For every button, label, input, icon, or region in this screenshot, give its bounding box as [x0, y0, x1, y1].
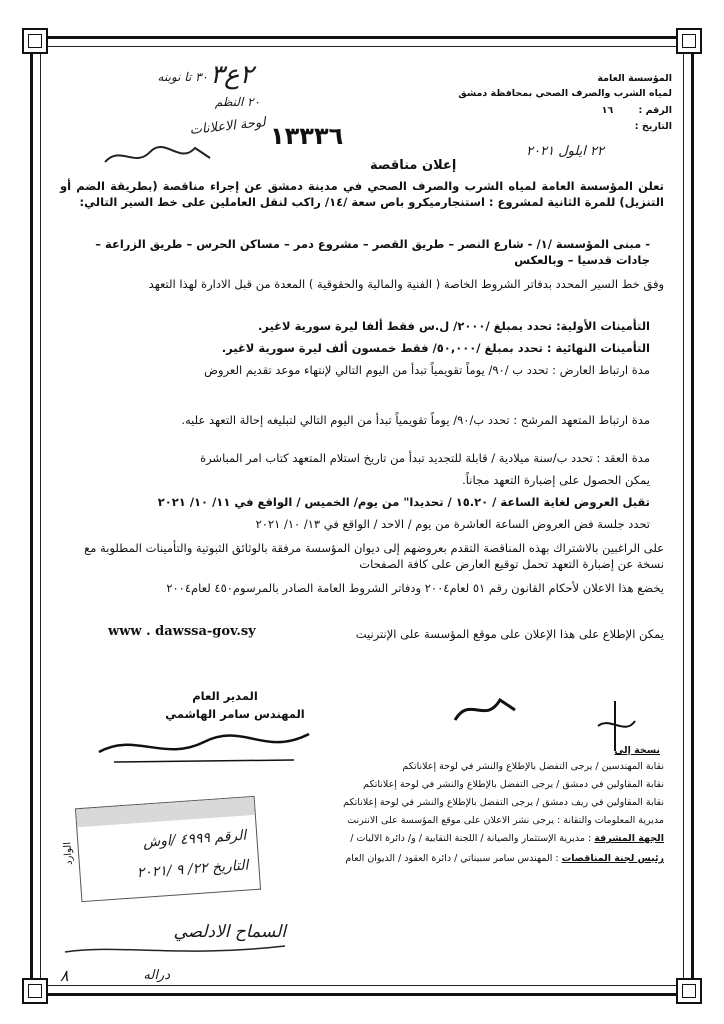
doc-date-label: التاريخ :	[634, 121, 672, 132]
supervising-row	[300, 832, 664, 846]
corner-ornament-bottom-right	[676, 978, 702, 1004]
copy-line-4: مديرية المعلومات والتقانة : يرجى نشر الاعلان على موقع المؤسسة على الانترنت	[347, 815, 664, 826]
stamp-side-label: الوارد	[62, 841, 75, 866]
corner-ornament-top-left	[22, 28, 48, 54]
copy-line-3: نقابة المقاولين في ريف دمشق / يرجى التفضل بالإطلاع والنشر في لوحة إعلاناتكم	[343, 797, 664, 808]
director-name: المهندس سامر الهاشمي	[165, 707, 305, 721]
item-contract-duration: مدة العقد : تحدد ب/سنة ميلادية / قابلة للتجديد تبدأ من تاريخ استلام المتعهد كتاب امر المباشرة	[200, 451, 650, 465]
committee-text: : المهندس سامر سبيناتي / دائرة العقود / الديوان العام	[345, 853, 559, 864]
item-tender-file: يمكن الحصول على إضبارة التعهد مجاناً.	[462, 473, 650, 487]
initial-mark-1	[450, 690, 520, 730]
website-url: www . dawssa-gov.sy	[108, 624, 256, 639]
director-title: المدير العام	[192, 689, 258, 703]
reference-number: ١٣٣٣٦	[270, 122, 344, 150]
handwritten-note-3: لوحة الاعلانات	[188, 115, 267, 139]
doc-number-label: الرقم :	[638, 105, 672, 116]
handwritten-note-2: ٢٠ النظم	[214, 95, 260, 109]
doc-number-row	[412, 104, 672, 118]
incoming-stamp	[62, 796, 261, 902]
handwritten-mark: ٢ع٣	[210, 60, 254, 90]
copy-line-1: نقابة المهندسين / يرجى التفضل بالإطلاع والنشر في لوحة إعلاناتكم	[402, 761, 664, 772]
committee-label: رئيس لجنة المناقصات	[561, 853, 664, 864]
supervising-label: الجهة المشرفة	[594, 833, 664, 844]
org-name-line1: المؤسسة العامة	[597, 73, 672, 84]
route-bullet: -	[641, 237, 650, 251]
doc-number-value: ١٦	[601, 105, 614, 116]
item-initial-deposit: التأمينات الأولية: تحدد بمبلغ /٢٠٠٠/ ل.س فقط ألفا ليرة سورية لاغير.	[257, 319, 650, 333]
item-final-deposit: التأمينات النهائية : تحدد بمبلغ /٥٠,٠٠٠/ فقط خمسون ألف ليرة سورية لاغير.	[221, 341, 650, 355]
handwritten-underline	[60, 940, 290, 960]
item-opening-session: تحدد جلسة فض العروض الساعة العاشرة من يوم / الاحد / الواقع في ١٣/ ١٠/ ٢٠٢١	[255, 517, 650, 531]
doc-title: إعلان مناقصة	[370, 158, 457, 173]
website-text: يمكن الإطلاع على هذا الإعلان على موقع المؤسسة على الإنترنيت	[355, 627, 664, 641]
page-mark: دراله	[143, 968, 170, 983]
director-signature	[94, 722, 314, 772]
stamp-date: التاريخ ٢٢/ ٩ /٢٠٢١	[136, 857, 249, 882]
specs-text: وفق خط السير المحدد بدفاتر الشروط الخاصة ( الفنية والمالية والحقوقية ) المعدة من قبل الادارة لهذا التعهد	[148, 277, 664, 291]
copy-line-2: نقابة المقاولين في دمشق / يرجى التفضل بالإطلاع والنشر في لوحة إعلاناتكم	[363, 779, 664, 790]
law-paragraph: يخضع هذا الاعلان لأحكام القانون رقم ٥١ لعام٢٠٠٤ ودفاتر الشروط العامة الصادر بالمرسوم٤٥٠ لعام٢٠٠٤	[166, 581, 664, 595]
intro-paragraph: تعلن المؤسسة العامة لمياه الشرب والصرف الصحي في مدينة دمشق عن إجراء مناقصة (بطريقة الضم أو التنزيل) للمرة الثانية لمشروع : استنجارميكرو باص سعة /١٤/ راكب لنقل العاملين على خط السير التالي:	[60, 179, 664, 209]
copies-heading: نسخة إلى	[614, 745, 660, 756]
doc-date-value: ٢٢ ايلول ٢٠٢١	[526, 144, 604, 159]
submission-paragraph: على الراغبين بالاشتراك بهذه المناقصة التقدم بعروضهم إلى ديوان المؤسسة مرفقة بالوثائق الثبوتية والتأمينات المطلوبة مع نسخة عن إضبارة التعهد تحمل توقيع العارض على كافة الصفحات	[84, 541, 664, 571]
item-bidder-commitment: مدة ارتباط العارض : تحدد ب /٩٠/ يوماً تقويمياً تبدأ من اليوم التالي لإنتهاء موعد تقديم العروض	[204, 363, 650, 377]
committee-row	[300, 852, 664, 866]
route-text	[60, 236, 650, 268]
corner-ornament-bottom-left	[22, 978, 48, 1004]
handwritten-scribble	[100, 140, 220, 170]
page-number: ٨	[60, 966, 69, 985]
org-name-line2: لمياه الشرب والصرف الصحي بمحافظة دمشق	[458, 88, 672, 99]
route-text-content: مبنى المؤسسة /١/ - شارع النصر – طريق القصر – مشروع دمر – مساكن الحرس – طريق الزراعة – جادات قدسيا – وبالعكس	[95, 237, 650, 267]
handwritten-note-1: ٣٠ تا نوبنه	[157, 70, 208, 84]
item-contractor-commitment: مدة ارتباط المتعهد المرشح : تحدد ب/٩٠/ يوماً تقويمياً تبدأ من اليوم التالي لتبليغه إحالة التعهد عليه.	[181, 413, 650, 427]
handwritten-signature-bottom: السماح الادلصي	[173, 922, 286, 942]
supervising-text: : مديرية الإستثمار والصيانة / اللجنة التقابية / و/ دائرة الاليات /	[350, 833, 592, 844]
item-submission-deadline: تقبل العروض لغاية الساعة / ١٥.٢٠ / تحديدا" من يوم/ الخميس / الواقع في ١١/ ١٠/ ٢٠٢١	[157, 495, 650, 509]
corner-ornament-top-right	[676, 28, 702, 54]
stamp-number: الرقم ٤٩٩٩ /اوش	[142, 827, 247, 851]
